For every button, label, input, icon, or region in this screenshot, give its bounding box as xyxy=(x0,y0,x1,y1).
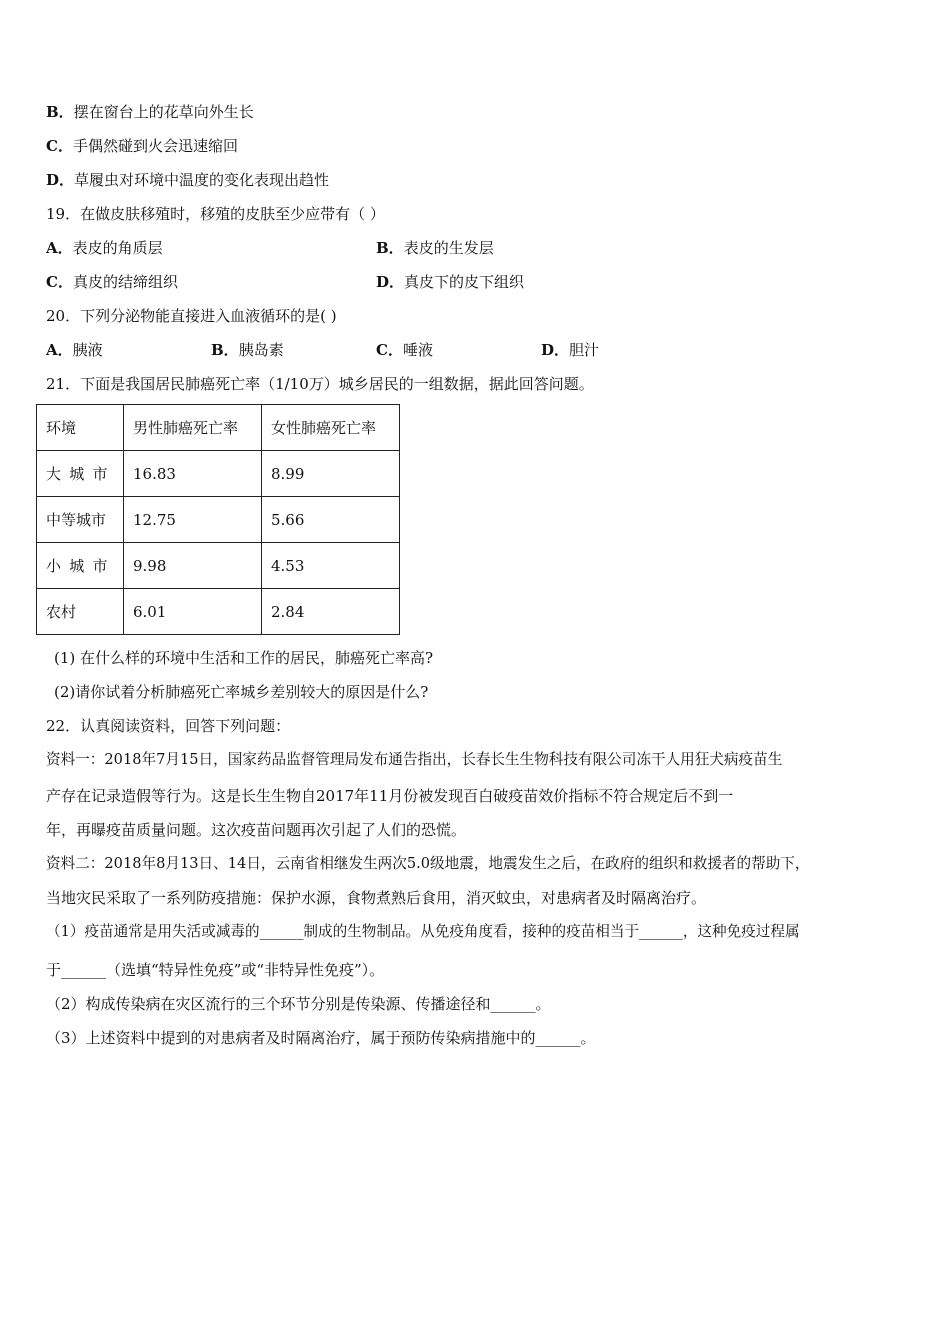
option-letter: C． xyxy=(46,137,73,155)
option-text: 胰岛素 xyxy=(238,341,284,359)
q18-option-d xyxy=(46,170,329,190)
option-letter: A． xyxy=(46,341,73,359)
q19-option-c xyxy=(46,272,178,292)
q22-material1-line1: 资料一：2018年7月15日，国家药品监督管理局发布通告指出，长春长生生物科技有限公司冻干人用狂犬病疫苗生 xyxy=(46,751,783,768)
q20-stem: 20．下列分泌物能直接进入血液循环的是( ) xyxy=(46,307,337,325)
option-letter: D． xyxy=(541,341,570,359)
option-letter: A． xyxy=(46,239,73,257)
table-cell: 8.99 xyxy=(262,451,400,497)
q22-sub1-line2: 于______（选填“特异性免疫”或“非特异性免疫”）。 xyxy=(46,961,385,979)
q22-material1-line3: 年，再曝疫苗质量问题。这次疫苗问题再次引起了人们的恐慌。 xyxy=(46,821,467,839)
option-letter: D． xyxy=(376,273,405,291)
option-text: 表皮的生发层 xyxy=(403,239,494,257)
option-text: 表皮的角质层 xyxy=(72,239,163,257)
table-cell: 16.83 xyxy=(124,451,262,497)
table-header-cell: 女性肺癌死亡率 xyxy=(262,405,400,451)
option-letter: D． xyxy=(46,171,75,189)
q19-option-d xyxy=(376,272,524,292)
q18-option-c xyxy=(46,136,238,156)
table-row xyxy=(37,589,400,635)
option-text: 手偶然碰到火会迅速缩回 xyxy=(72,137,238,155)
q21-stem: 21．下面是我国居民肺癌死亡率（1/10万）城乡居民的一组数据，据此回答问题。 xyxy=(46,375,594,393)
option-text: 摆在窗台上的花草向外生长 xyxy=(73,103,254,121)
option-letter: C． xyxy=(46,273,73,291)
q22-material2-line1: 资料二：2018年8月13日、14日，云南省相继发生两次5.0级地震，地震发生之后，在政府的组织和救援者的帮助下， xyxy=(46,855,810,872)
lung-cancer-table xyxy=(36,404,400,635)
option-text: 唾液 xyxy=(402,341,433,359)
table-header-cell: 环境 xyxy=(37,405,124,451)
table-header-cell: 男性肺癌死亡率 xyxy=(124,405,262,451)
table-cell: 9.98 xyxy=(124,543,262,589)
table-cell: 农村 xyxy=(37,589,124,635)
q22-stem: 22．认真阅读资料，回答下列问题： xyxy=(46,717,291,735)
table-cell: 4.53 xyxy=(262,543,400,589)
q22-sub1-line1: （1）疫苗通常是用失活或减毒的______制成的生物制品。从免疫角度看，接种的疫苗相当于______，这种免疫过程属 xyxy=(46,923,800,940)
q22-material1-line2: 产存在记录造假等行为。这是长生生物自2017年11月份被发现百白破疫苗效价指标不符合规定后不到一 xyxy=(46,787,734,805)
q21-sub2: (2)请你试着分析肺癌死亡率城乡差别较大的原因是什么? xyxy=(54,683,429,701)
q20-option-d xyxy=(541,340,599,360)
q19-option-b xyxy=(376,238,494,258)
table-row xyxy=(37,497,400,543)
option-letter: B． xyxy=(211,341,239,359)
q19-stem: 19．在做皮肤移殖时，移殖的皮肤至少应带有（ ） xyxy=(46,205,385,223)
option-letter: B． xyxy=(46,103,74,121)
q18-option-b xyxy=(46,102,254,122)
table-cell: 小城市 xyxy=(37,543,124,589)
option-letter: C． xyxy=(376,341,403,359)
option-text: 真皮的结缔组织 xyxy=(72,273,178,291)
table-cell: 6.01 xyxy=(124,589,262,635)
option-text: 胆汁 xyxy=(569,341,600,359)
table-cell: 中等城市 xyxy=(37,497,124,543)
table-cell: 12.75 xyxy=(124,497,262,543)
option-letter: B． xyxy=(376,239,404,257)
q22-sub3: （3）上述资料中提到的对患病者及时隔离治疗，属于预防传染病措施中的______。 xyxy=(46,1029,596,1047)
q20-option-c xyxy=(376,340,433,360)
q20-option-b xyxy=(211,340,284,360)
option-text: 草履虫对环境中温度的变化表现出趋性 xyxy=(74,171,330,189)
q19-option-a xyxy=(46,238,163,258)
table-cell: 5.66 xyxy=(262,497,400,543)
option-text: 真皮下的皮下组织 xyxy=(404,273,525,291)
q21-sub1: (1) 在什么样的环境中生活和工作的居民，肺癌死亡率高? xyxy=(54,649,434,667)
q22-sub2: （2）构成传染病在灾区流行的三个环节分别是传染源、传播途径和______。 xyxy=(46,995,551,1013)
q22-material2-line2: 当地灾民采取了一系列防疫措施：保护水源，食物煮熟后食用，消灭蚊虫，对患病者及时隔离治疗。 xyxy=(46,889,707,907)
option-text: 胰液 xyxy=(72,341,103,359)
table-row xyxy=(37,451,400,497)
table-row xyxy=(37,543,400,589)
q20-option-a xyxy=(46,340,103,360)
table-cell: 2.84 xyxy=(262,589,400,635)
table-cell: 大城市 xyxy=(37,451,124,497)
table-header-row xyxy=(37,405,400,451)
